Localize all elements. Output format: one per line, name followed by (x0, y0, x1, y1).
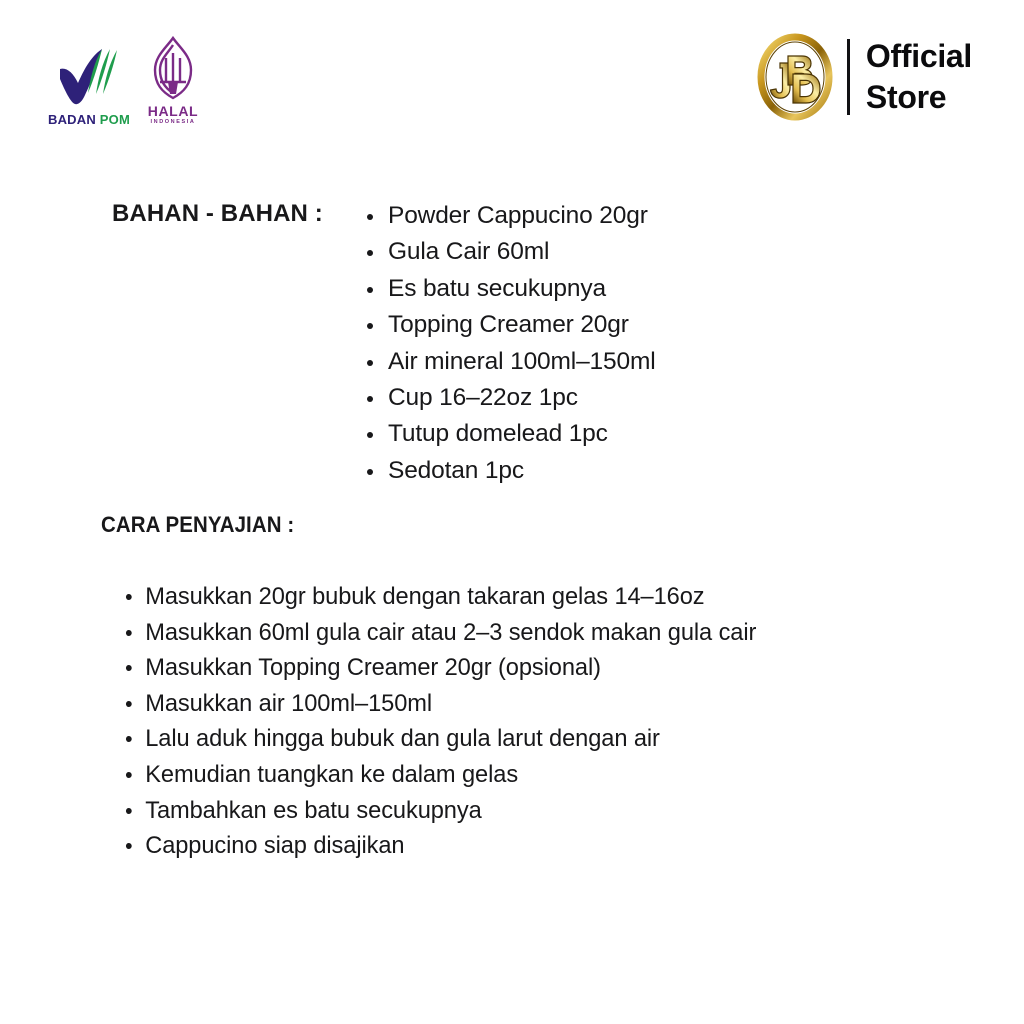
halal-indonesia-logo (146, 36, 200, 126)
serving-instructions-list (124, 579, 779, 864)
ingredients-list (366, 198, 656, 489)
badan-pom-logo (48, 47, 130, 126)
page-header (0, 0, 1024, 150)
bpom-wordmark (48, 113, 130, 126)
bpom-shield-icon (52, 47, 126, 109)
list-item: Es batu secukupnya (366, 271, 656, 307)
halal-wordmark: HALAL (147, 103, 199, 119)
halal-subwordmark: INDONESIA (150, 119, 196, 125)
list-item: Sedotan 1pc (366, 453, 656, 489)
list-item: Powder Cappucino 20gr (366, 198, 656, 234)
list-item: Cappucino siap disajikan (124, 828, 756, 864)
list-item: Masukkan 20gr bubuk dengan takaran gelas 14–16oz (124, 579, 756, 615)
bpom-wordmark-badan: BADAN (48, 111, 96, 127)
list-item: Masukkan Topping Creamer 20gr (opsional) (124, 650, 756, 686)
serving-instructions-heading: CARA PENYAJIAN : (101, 512, 295, 537)
recipe-content (0, 150, 1024, 860)
list-item: Tutup domelead 1pc (366, 416, 656, 452)
list-item: Lalu aduk hingga bubuk dan gula larut dengan air (124, 721, 756, 757)
list-item: Tambahkan es batu secukupnya (124, 793, 756, 829)
bpom-wordmark-pom: POM (99, 111, 130, 127)
list-item: Gula Cair 60ml (366, 234, 656, 270)
certification-logo-group (48, 36, 200, 126)
list-item: Topping Creamer 20gr (366, 307, 656, 343)
official-store-text (866, 36, 972, 118)
official-store-badge (757, 33, 972, 121)
list-item: Cup 16–22oz 1pc (366, 380, 656, 416)
list-item: Kemudian tuangkan ke dalam gelas (124, 757, 756, 793)
list-item: Masukkan air 100ml–150ml (124, 686, 756, 722)
halal-gunungan-icon (146, 36, 200, 102)
official-store-line2: Store (865, 79, 947, 115)
ingredients-heading: BAHAN - BAHAN : (112, 200, 323, 227)
jbd-gold-monogram-icon (757, 33, 833, 121)
list-item: Air mineral 100ml–150ml (366, 344, 656, 380)
official-store-line1: Official (865, 38, 972, 75)
store-badge-divider (847, 39, 850, 115)
ingredients-section (0, 198, 1024, 498)
list-item: Masukkan 60ml gula cair atau 2–3 sendok makan gula cair (124, 615, 756, 651)
